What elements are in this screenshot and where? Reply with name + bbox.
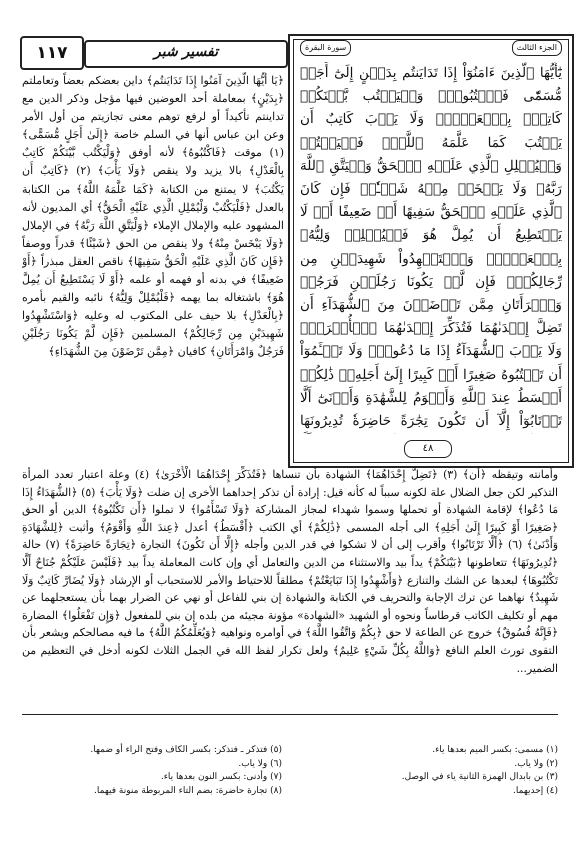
footnote: (٧) وأدنى: بكسر النون بعدها ياء. xyxy=(160,772,282,782)
juz-label: الجزء الثالث xyxy=(512,40,562,56)
mushaf-page-number: ٤٨ xyxy=(404,440,452,458)
page-number: ١١٧ xyxy=(20,36,84,70)
footnotes-left xyxy=(22,744,282,798)
footnote: (٤) إحديهما. xyxy=(513,785,558,796)
footnote: (١) مسمى: بكسر الميم بعدها ياء. xyxy=(432,745,558,755)
footnote: (٢) ولا ياب. xyxy=(514,758,558,769)
tafsir-continuation-text: وأمانته وتيقظه ﴿أَن﴾ (٣) ﴿تَضِلَّ إِحْدَاهُمَا﴾ الشهادة بأن تنساها ﴿فَتُذَكِّرَ إِحْدَاهُمَا الْأُخْرَىٰ﴾ (٤) وعلة اعتبار تعدد المرأة التذكير لكن جعل الضلال علة لكونه سبباً له كأنه قيل: إرادة أن تذكر إحداهما الأخرى إن ضلت ﴿وَلَا يَأْبَ﴾ (٥) ﴿الشُّهَدَاءُ إِذَا مَا دُعُوا﴾ لإقامة الشهادة أو تحملها وسموا شهداء لمجاز المشاركة ﴿وَلَا تَسْأَمُوا﴾ لا تملوا ﴿أَن تَكْتُبُوهُ﴾ الدين أو الحق ﴿صَغِيرًا أَوْ كَبِيرًا إِلَىٰ أَجَلِهِ﴾ الى أجله المسمى ﴿ذَٰلِكُمْ﴾ أي الكتب ﴿أَقْسَطُ﴾ أعدل ﴿عِندَ اللَّهِ وَأَقْوَمُ﴾ وأثبت ﴿لِلشَّهَادَةِ وَأَدْنَىٰ﴾ (٦) ﴿أَلَّا تَرْتَابُوا﴾ وأقرب إلى أن لا تشكوا في قدر الدين وأجله ﴿إِلَّا أَن تَكُونَ﴾ التجارة ﴿تِجَارَةً حَاضِرَةً﴾ (٧) حالة ﴿تُدِيرُونَهَا﴾ تتعاطونها ﴿بَيْنَكُمْ﴾ يداً بيد والاستثناء من الدين والتعامل أي وإن كانت المعاملة يداً بيد ﴿فَلَيْسَ عَلَيْكُمْ جُنَاحٌ أَلَّا تَكْتُبُوهَا﴾ لبعدها عن الشك والتنازع ﴿وَأَشْهِدُوا إِذَا تَبَايَعْتُمْ﴾ مطلقاً للاحتياط والأمر للاستحباب أو الإرشاد ﴿وَلَا يُضَارَّ كَاتِبٌ وَلَا شَهِيدٌ﴾ نهاهما عن ترك الإجابة والتحريف في الكتابة والشهادة إن بني للفاعل أو نهي عن الضرار بهما بأن يستعجلهما عن مهم أو تكليف الكاتب قرطاساً ونحوه أو الشهيد «الشهادة» مؤونة مجيئه من بلده إن بني للمفعول ﴿وَإِن تَفْعَلُوا﴾ المضارة ﴿فَإِنَّهُ فُسُوقٌ﴾ خروج عن الطاعة لا حق ﴿بِكُمْ وَاتَّقُوا اللَّهَ﴾ في أوامره ونواهيه ﴿وَيُعَلِّمُكُمُ اللَّهُ﴾ ما فيه مصالحكم ويشعر بأن التقوى تورث العلم النافع ﴿وَاللَّهُ بِكُلِّ شَيْءٍ عَلِيمٌ﴾ ولعل تكرار لفظ الله في الجمل الثلاث لكونه أدخل في التعظيم من الضمير... xyxy=(22,468,558,675)
footnotes-right xyxy=(308,744,558,798)
quran-panel xyxy=(288,34,574,468)
tafsir-title-box xyxy=(84,40,288,68)
footnote: (٥) فتذكر ـ فتذكر: بكسر الكاف وفتح الراء أو ضمها. xyxy=(90,745,282,755)
footnote: (٨) تجارة حاضرة: بضم التاء المربوطة منونة فيهما. xyxy=(94,785,282,796)
tafsir-column-text: ﴿يَا أَيُّهَا الَّذِينَ آمَنُوا إِذَا تَدَايَنتُم﴾ داين بعضكم بعضاً وتعاملتم ﴿بِدَيْنٍ﴾ بمعاملة أحد العوضين فيها مؤجل وذكر الدين مع تداينتم تأكيداً أو لرفع توهم معنى تجازيتم من أول الأمر وعن ابن عباس أنها في السلم خاصة ﴿إِلَىٰ أَجَلٍ مُّسَمًّى﴾ (١) موقت ﴿فَاكْتُبُوهُ﴾ لأنه أوفق ﴿وَلْيَكْتُب بَّيْنَكُمْ كَاتِبٌ بِالْعَدْلِ﴾ بالا يزيد ولا ينقص ﴿وَلَا يَأْبَ﴾ (٢) ﴿كَاتِبٌ أَن يَكْتُبَ﴾ لا يمتنع من الكتابة ﴿كَمَا عَلَّمَهُ اللَّهُ﴾ من الكتابة بالعدل ﴿فَلْيَكْتُبْ وَلْيُمْلِلِ الَّذِي عَلَيْهِ الْحَقُّ﴾ أي المديون لأنه المشهود عليه والإملال الإملاء ﴿وَلْيَتَّقِ اللَّهَ رَبَّهُ﴾ في الإملال ﴿وَلَا يَبْخَسْ مِنْهُ﴾ ولا ينقص من الحق ﴿شَيْئًا﴾ قدراً ووصفاً ﴿فَإِن كَانَ الَّذِي عَلَيْهِ الْحَقُّ سَفِيهًا﴾ ناقص العقل مبذراً ﴿أَوْ ضَعِيفًا﴾ في بدنه أو فهمه أو علمه ﴿أَوْ لَا يَسْتَطِيعُ أَن يُمِلَّ هُوَ﴾ باشتغاله بما يهمه ﴿فَلْيُمْلِلْ وَلِيُّهُ﴾ نائبه والقيم بأمره ﴿بِالْعَدْلِ﴾ بلا حيف على المكتوب له وعليه ﴿وَاسْتَشْهِدُوا شَهِيدَيْنِ مِن رِّجَالِكُمْ﴾ المسلمين ﴿فَإِن لَّمْ يَكُونَا رَجُلَيْنِ فَرَجُلٌ وَامْرَأَتَانِ﴾ كافيان ﴿مِمَّن تَرْضَوْنَ مِنَ الشُّهَدَاءِ﴾ xyxy=(22,74,284,359)
footnote: (٣) بن بابدال الهمزة الثانية ياء في الوصل. xyxy=(401,772,558,782)
quran-verse-text: يَٰٓأَيُّهَا ٱلَّذِينَ ءَامَنُوٓاْ إِذَا تَدَايَنتُم بِدَيۡنٍ إِلَىٰٓ أَجَلٖ مُّسَمّٗى فَٱكۡتُبُوهُۚ وَلۡيَكۡتُب بَّيۡنَكُمۡ كَاتِبُۢ بِٱلۡعَدۡلِۚ وَلَا يَأۡبَ كَاتِبٌ أَن يَكۡتُبَ كَمَا عَلَّمَهُ ٱللَّهُۚ فَلۡيَكۡتُبۡ وَلۡيُمۡلِلِ ٱلَّذِي عَلَيۡهِ ٱلۡحَقُّ وَلۡيَتَّقِ ٱللَّهَ رَبَّهُۥ وَلَا يَبۡخَسۡ مِنۡهُ شَيۡـٔٗاۚ فَإِن كَانَ ٱلَّذِي عَلَيۡهِ ٱلۡحَقُّ سَفِيهًا أَوۡ ضَعِيفًا أَوۡ لَا يَسۡتَطِيعُ أَن يُمِلَّ هُوَ فَلۡيُمۡلِلۡ وَلِيُّهُۥ بِٱلۡعَدۡلِۚ وَٱسۡتَشۡهِدُواْ شَهِيدَيۡنِ مِن رِّجَالِكُمۡۖ فَإِن لَّمۡ يَكُونَا رَجُلَيۡنِ فَرَجُلٞ وَٱمۡرَأَتَانِ مِمَّن تَرۡضَوۡنَ مِنَ ٱلشُّهَدَآءِ أَن تَضِلَّ إِحۡدَىٰهُمَا فَتُذَكِّرَ إِحۡدَىٰهُمَا ٱلۡأُخۡرَىٰۚ وَلَا يَأۡبَ ٱلشُّهَدَآءُ إِذَا مَا دُعُواْۚ وَلَا تَسۡـَٔمُوٓاْ أَن تَكۡتُبُوهُ صَغِيرًا أَوۡ كَبِيرًا إِلَىٰٓ أَجَلِهِۦۚ ذَٰلِكُمۡ أَقۡسَطُ عِندَ ٱللَّهِ وَأَقۡوَمُ لِلشَّهَٰدَةِ وَأَدۡنَىٰٓ أَلَّا تَرۡتَابُوٓاْ إِلَّآ أَن تَكُونَ تِجَٰرَةً حَاضِرَةٗ تُدِيرُونَهَا xyxy=(300,65,562,430)
tafsir-title: تفسير شبر xyxy=(154,44,218,60)
footnote-divider xyxy=(22,714,558,715)
footnote: (٦) ولا ياب. xyxy=(238,758,282,769)
surah-label: سورة البقرة xyxy=(300,40,351,56)
